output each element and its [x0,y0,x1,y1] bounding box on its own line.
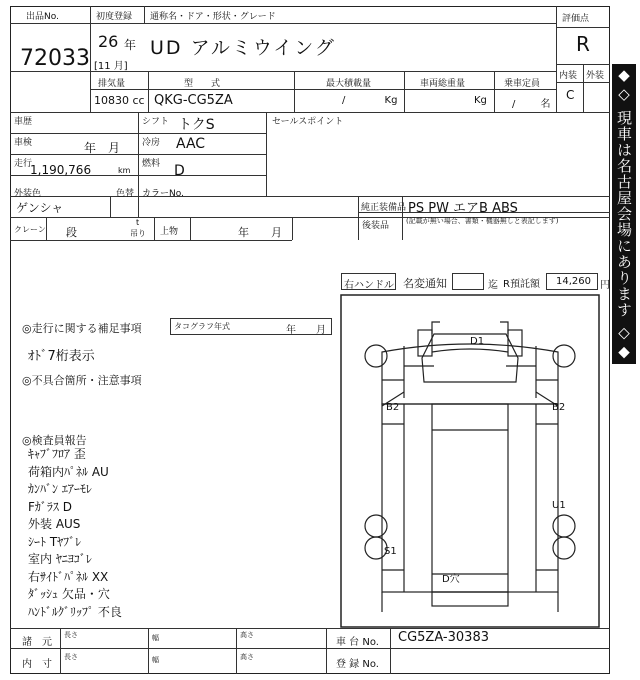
interior-dims-label: 内 寸 [22,659,52,670]
inspector-item: 外装 AUS [28,517,81,531]
inspection-label: 車検 [14,138,33,148]
mileage-value: 1,190,766 [30,163,92,177]
diagram-label-u1: U1 [552,500,566,511]
reserve-label: R預託額 [503,279,540,290]
diagram-label-b2-left: B2 [386,402,400,413]
height-label: 高さ [240,631,254,639]
reserve-value: 14,260 [556,276,591,287]
diagram-label-d-hole: D穴 [442,574,460,585]
inspector-item: ﾊﾝﾄﾞﾙｸﾞﾘｯﾌﾟ 不良 [28,604,122,619]
body-label: 上物 [160,227,179,237]
exterior-grade-label: 外装 [586,71,605,81]
first-reg-month: [11 月] [94,61,128,72]
deadline-label: 迄 [488,280,498,291]
inspector-items [28,446,122,621]
inspector-item: ｶﾝﾊﾞﾝ ｴｱｰﾓﾚ [28,482,92,496]
reserve-unit: 円 [600,280,610,291]
dims-label: 諸 元 [22,637,52,648]
ac-value: AAC [176,136,206,152]
defects-label: ◎不具合箇所・注意事項 [22,374,142,387]
tachograph-value: 年 月 [286,325,326,336]
inspector-item: 荷箱内ﾊﾟﾈﾙ AU [28,464,109,479]
color-change-label: 色替 [116,189,135,199]
fuel-label: 燃料 [142,159,161,169]
max-load-label: 最大積載量 [326,79,372,89]
aftermarket-label: 後装品 [362,221,390,231]
gross-weight-label: 車両総重量 [420,79,466,89]
interior-grade: C [566,88,575,102]
interior-height-label: 高さ [240,653,254,661]
diagram-label-s1: S1 [384,546,397,557]
displacement-value: 10830 cc [94,94,145,107]
fuel-value: D [174,163,185,179]
aftermarket-note: (記載が無い場合、書類・機器無しと表記します) [406,217,559,225]
crane-label: クレーン [14,225,46,234]
capacity-label: 乗車定員 [504,79,541,89]
diagram-label-d1: D1 [470,336,485,347]
crane-ton-unit: t [136,218,140,227]
supplement-label: ◎走行に関する補足事項 [22,322,142,335]
lot-label: 出品No. [26,12,59,22]
length-label: 長さ [64,631,78,639]
genuine-equipment-label: 純正装備品 [361,203,407,213]
sales-point-label: セールスポイント [272,117,344,127]
color-label: 外装色 [14,189,42,199]
interior-length-label: 長さ [64,653,78,661]
model-value: QKG-CG5ZA [154,93,233,108]
ac-label: 冷房 [142,138,161,148]
inspector-item: Fｶﾞﾗｽ D [28,499,72,514]
grade-value: R [576,32,590,56]
crane-value: 段 [66,226,77,239]
crane-lift-label: 吊り [130,229,146,238]
body-value: 年 月 [238,226,282,239]
grade-label: 評価点 [562,14,590,24]
year-unit: 年 [124,38,137,52]
chassis-label: 車 台 No. [336,637,379,648]
interior-width-label: 幅 [152,656,159,664]
supplement-text: ｵﾄﾞ7桁表示 [28,349,95,364]
shift-value: トクS [178,117,215,133]
width-label: 幅 [152,634,159,642]
shift-label: シフト [142,117,170,127]
inspector-item: ｷｬﾌﾞﾌﾛｱ 歪 [28,447,86,461]
mileage-unit: km [118,166,131,175]
handle-type: 右ハンドル [344,280,394,291]
gross-weight-value: Kg [474,95,487,106]
interior-grade-label: 内装 [559,71,578,81]
registration-label: 登 録 No. [336,659,379,670]
diagram-label-b2-right: B2 [552,402,566,413]
inspector-item: 室内 ﾔﾆﾖｺﾞﾚ [28,552,92,566]
inspector-item: ｼｰﾄ Tﾔﾌﾞﾚ [28,534,82,549]
inspector-item: ﾀﾞｯｼｭ 欠品・穴 [28,587,110,601]
color-code-label: カラーNo. [142,189,184,199]
capacity-value: / 名 [512,99,551,110]
inspector-item: 右ｻｲﾄﾞﾊﾟﾈﾙ XX [28,569,109,584]
mileage-label: 走行 [14,159,33,169]
model-label: 型 式 [184,79,221,89]
chassis-number: CG5ZA-30383 [398,630,489,645]
car-name: UD アルミウイング [150,37,336,59]
inspector-report-label: ◎検査員報告 [22,434,87,447]
name-change-notice: 名変通知 [403,277,447,290]
first-reg-year: 26 [98,32,119,51]
max-load-value: / Kg [342,95,398,106]
first-reg-label: 初度登録 [96,12,133,22]
tachograph-label: タコグラフ年式 [174,322,230,331]
location-banner: ◆◇ 現車は名古屋会場にあります ◇◆ [612,64,636,364]
inspection-value: 年 月 [84,141,121,155]
genuine-equipment: PS PW エアB ABS [408,201,518,216]
car-name-label: 通称名・ドア・形状・グレード [150,12,276,22]
color-value: ゲンシャ [16,201,64,215]
displacement-label: 排気量 [98,79,126,89]
history-label: 車歴 [14,117,33,127]
lot-number: 72033 [20,46,90,71]
